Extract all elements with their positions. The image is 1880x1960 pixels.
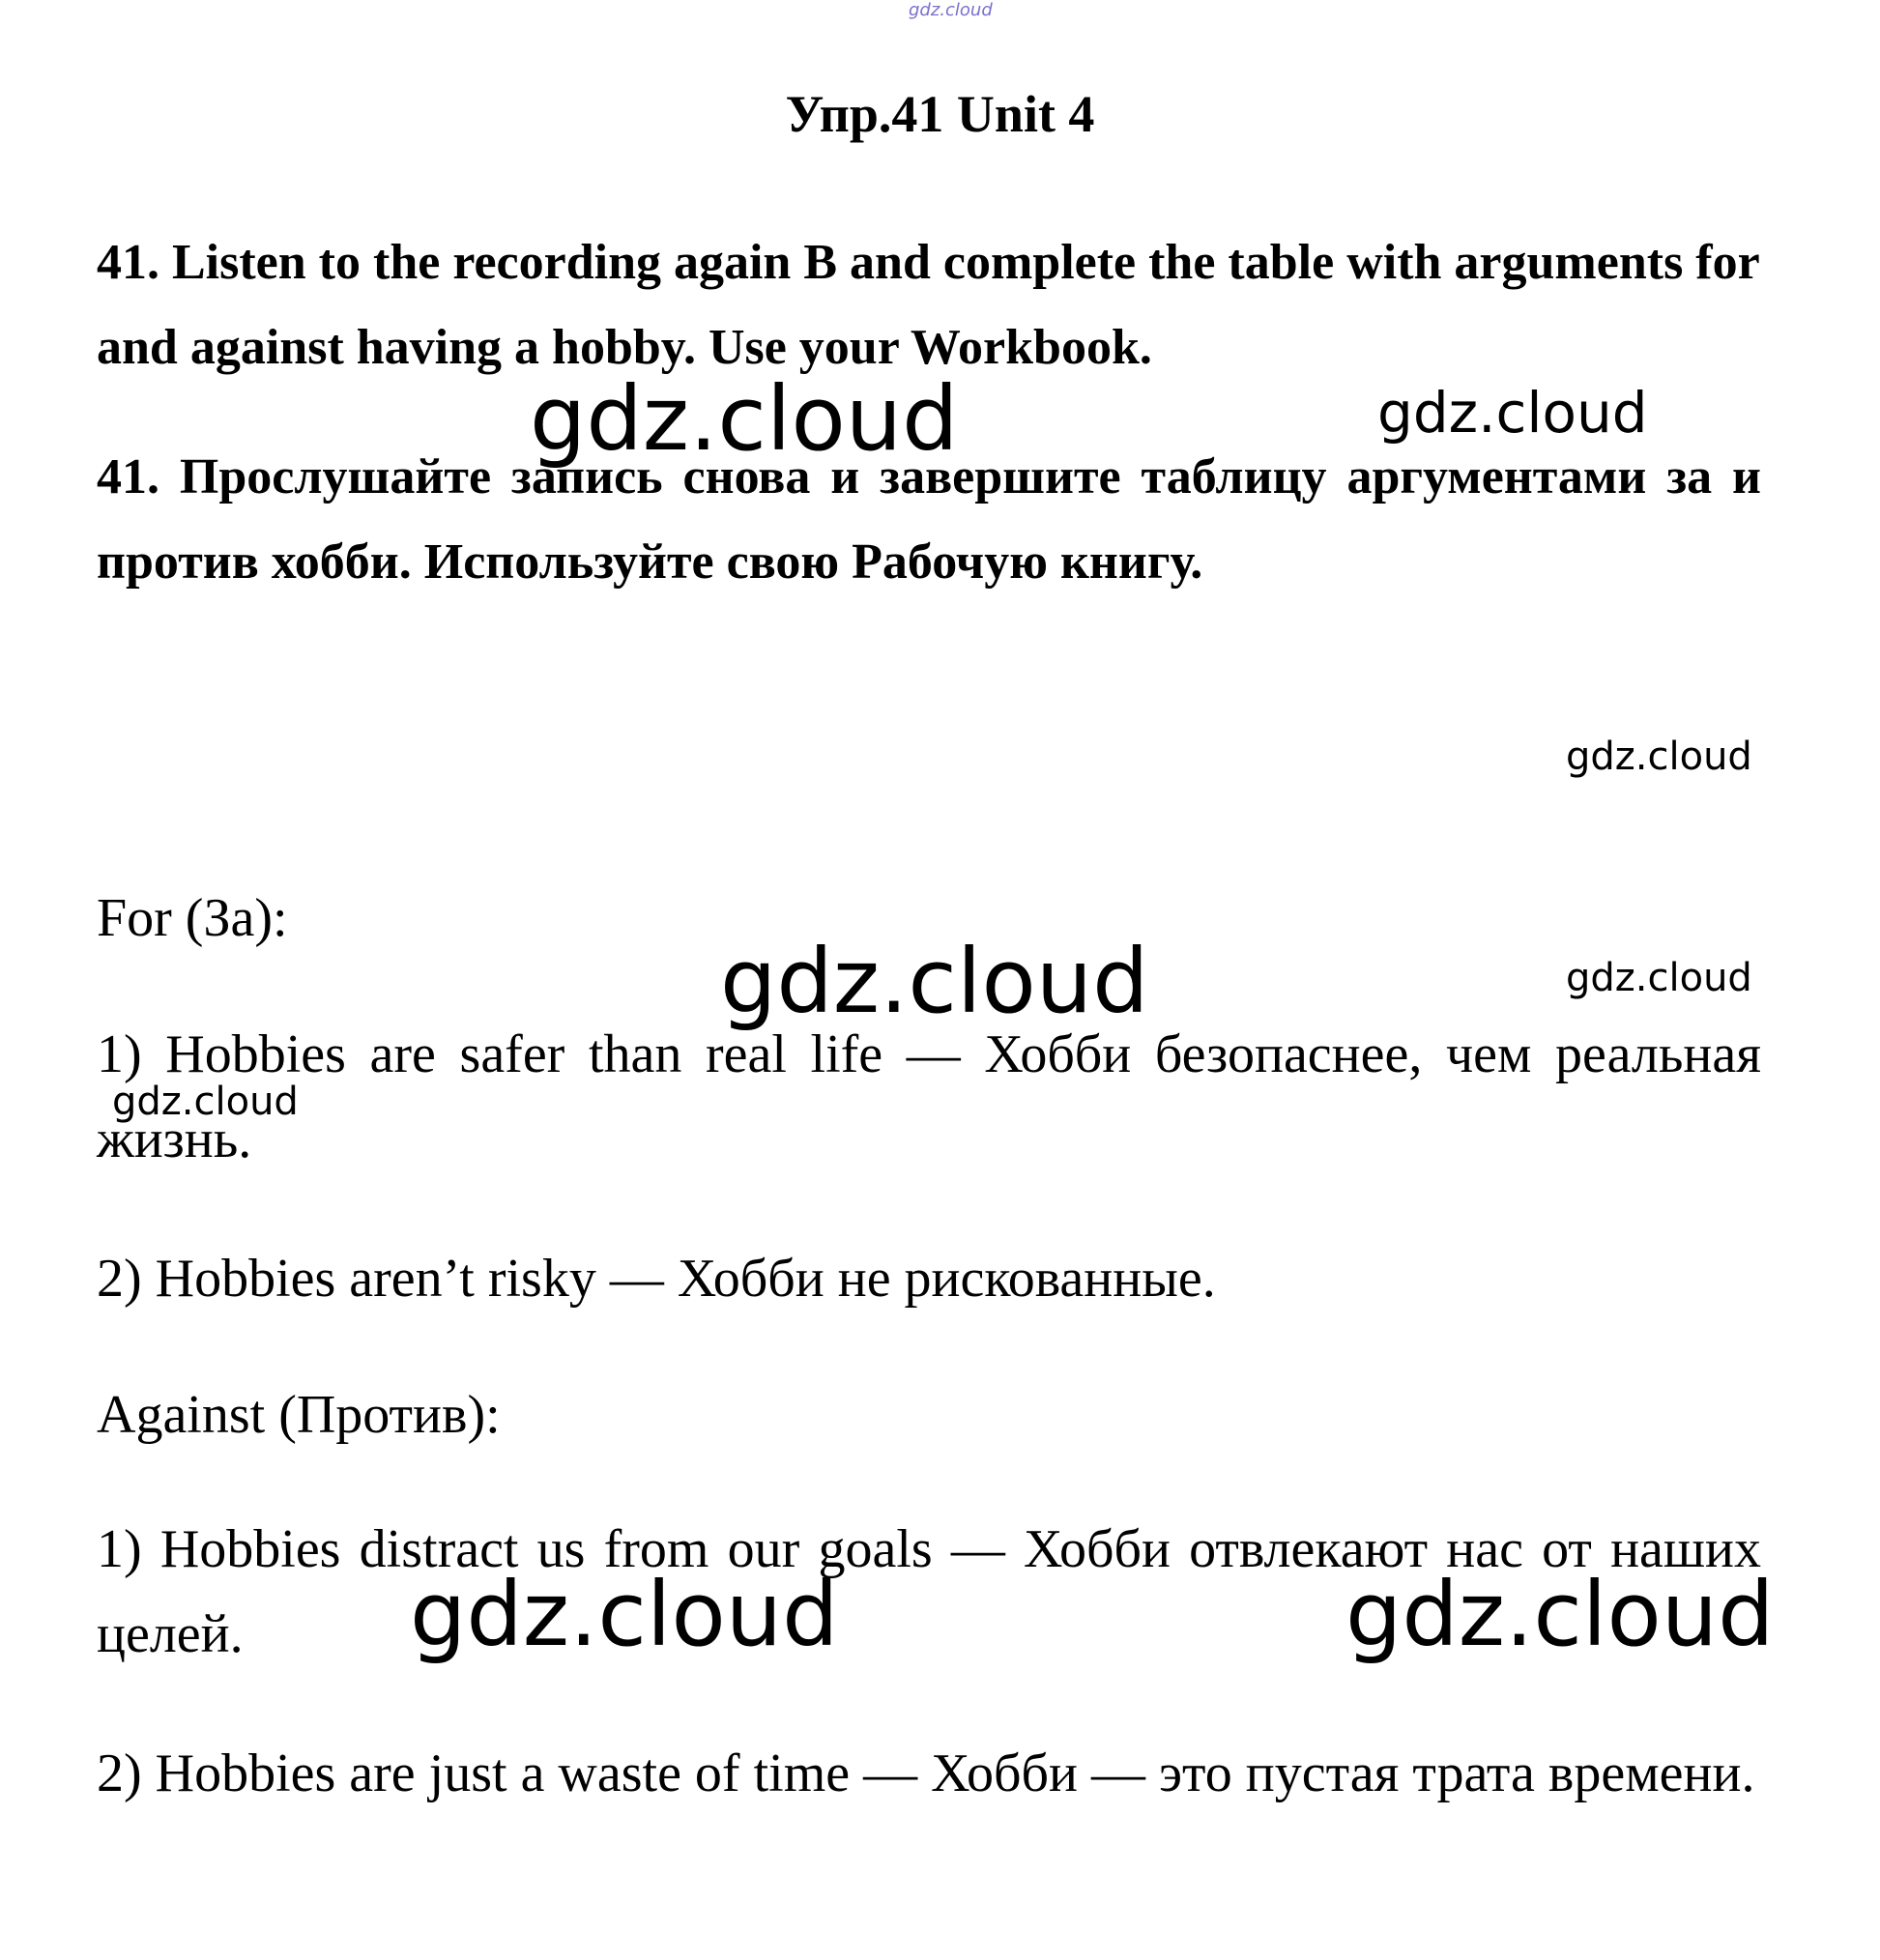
task-text-ru: 41. Прослушайте запись снова и завершите таблицу аргументами за и против хобби. Используйте свою Рабочую книгу. [97, 449, 1761, 590]
watermark-7: gdz.cloud [410, 1563, 839, 1666]
watermark-1: gdz.cloud [530, 367, 959, 471]
watermark-5: gdz.cloud [1566, 956, 1752, 1000]
watermark-8: gdz.cloud [1345, 1563, 1775, 1666]
for-item-1: 1) Hobbies are safer than real life — Хобби безопаснее, чем реальная жизнь. [97, 1024, 1761, 1169]
against-item-2: 2) Hobbies are just a waste of time — Хобби — это пустая трата времени. [97, 1744, 1755, 1803]
watermark-6: gdz.cloud [112, 1080, 299, 1124]
task-text-en: 41. Listen to the recording again B and complete the table with arguments for and against having a hobby. Use your Workbook. [97, 235, 1759, 375]
against-heading: Against (Против): [97, 1385, 501, 1445]
for-item-2: 2) Hobbies aren’t risky — Хобби не рискованные. [97, 1249, 1216, 1309]
watermark-2: gdz.cloud [1377, 380, 1648, 446]
header-watermark: gdz.cloud [909, 0, 993, 20]
against-item-1: 1) Hobbies distract us from our goals — Хобби отвлекают нас от наших целей. [97, 1519, 1761, 1664]
watermark-4: gdz.cloud [720, 930, 1149, 1033]
for-heading: For (За): [97, 888, 288, 948]
watermark-3: gdz.cloud [1566, 735, 1752, 779]
page-title: Упр.41 Unit 4 [785, 85, 1095, 143]
